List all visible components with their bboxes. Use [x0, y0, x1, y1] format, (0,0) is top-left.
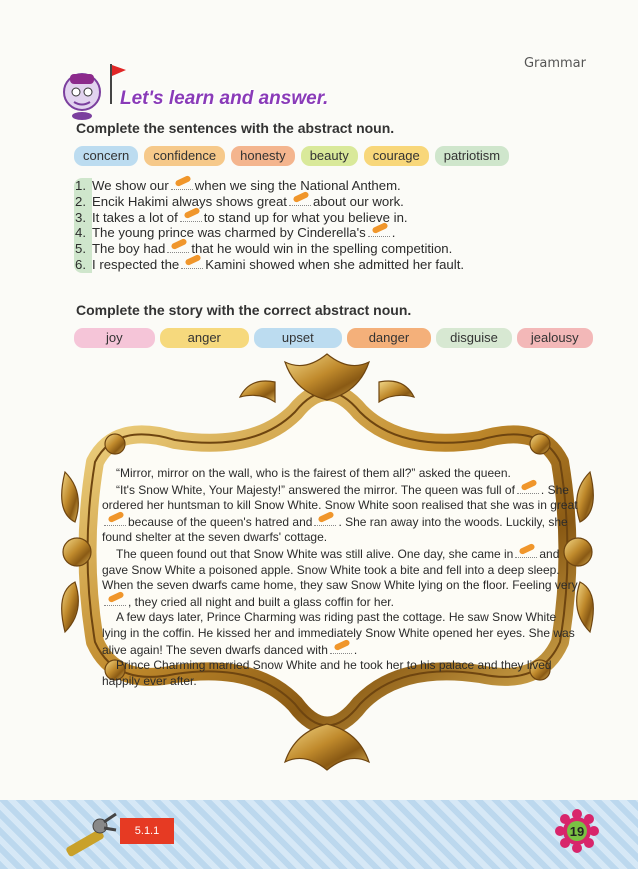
word-box: patriotism	[435, 146, 509, 166]
sentence-text: when we sing the National Anthem.	[194, 178, 401, 193]
sentence-number: 1.	[75, 178, 86, 193]
robot-arm-icon	[60, 808, 120, 863]
instruction-part1: Complete the sentences with the abstract noun.	[76, 120, 395, 136]
story-line: , they cried all night and built a glass coffin for her.	[128, 594, 394, 609]
sentence-item	[74, 241, 534, 257]
word-box-row-2	[74, 328, 593, 348]
sentence-text: that he would win in the spelling competition.	[191, 241, 453, 257]
sentence-number: 3.	[75, 209, 86, 225]
blank-pencil-icon[interactable]	[517, 482, 539, 494]
sentence-item	[74, 257, 534, 273]
sentence-list	[74, 178, 534, 273]
page-number: 19	[569, 824, 585, 839]
story-line: “It's Snow White, Your Majesty!” answered the mirror. The queen was full of	[116, 482, 515, 497]
story-line: because of the queen's hatred and	[128, 514, 313, 529]
blank-pencil-icon[interactable]	[180, 210, 202, 222]
story-paragraph	[102, 482, 578, 546]
word-box-row-1	[74, 146, 509, 166]
sentence-text: Encik Hakimi always shows great	[92, 193, 287, 209]
sentence-item	[74, 194, 534, 210]
blank-pencil-icon[interactable]	[171, 178, 193, 190]
story-line: . She ordered her huntsman to kill Snow White. Snow White soon realised that she was in great	[102, 482, 578, 513]
story-line: Prince Charming married Snow White and he took her to his palace and they lived happily ever after.	[102, 658, 552, 688]
story-line: The queen found out that Snow White was still alive. One day, she came in	[116, 546, 514, 561]
sentence-text: I respected the	[92, 256, 180, 272]
story-line: “Mirror, mirror on the wall, who is the fairest of them all?” asked the queen.	[116, 466, 511, 480]
sentence-number: 2.	[75, 193, 86, 209]
story-paragraph	[102, 466, 578, 482]
section-label: Grammar	[523, 56, 586, 71]
page-heading: Let's learn and answer.	[120, 88, 329, 109]
robot-mascot-icon	[58, 62, 128, 122]
story-line: and gave Snow White a poisoned apple. Snow White took a bite and fell into a deep sleep. When the seven dwarfs came home, they saw Snow White lying on the floor. Feeling very	[102, 546, 578, 593]
blank-pencil-icon[interactable]	[104, 514, 126, 526]
word-box: upset	[254, 328, 342, 348]
instruction-part2: Complete the story with the correct abstract noun.	[76, 302, 412, 318]
story-paragraph	[102, 546, 578, 610]
sentence-text: The young prince was charmed by Cinderella's	[92, 225, 366, 241]
sentence-text: .	[391, 225, 396, 241]
story-line: A few days later, Prince Charming was riding past the cottage. He saw Snow White lying in the coffin. He kissed her and immediately Snow White opened her eyes. She was alive again! The seven dwarfs danced with	[102, 610, 575, 657]
story-line: . She ran away into the woods. Luckily, she found shelter at the seven dwarfs' cottage.	[102, 514, 568, 545]
sentence-text: Kamini showed when she admitted her fault.	[205, 256, 465, 272]
story-text	[102, 466, 578, 689]
sentence-number: 4.	[75, 225, 86, 241]
word-box: beauty	[301, 146, 358, 166]
word-box: disguise	[436, 328, 512, 348]
blank-pencil-icon[interactable]	[181, 257, 203, 269]
word-box: joy	[74, 328, 155, 348]
sentence-text: to stand up for what you believe in.	[203, 209, 408, 225]
blank-pencil-icon[interactable]	[330, 642, 352, 654]
sentence-text: about our work.	[312, 193, 404, 209]
story-paragraph	[102, 658, 578, 689]
sentence-text: The boy had	[92, 241, 166, 257]
sentence-number: 6.	[75, 256, 86, 272]
sentence-item	[74, 225, 534, 241]
skill-code-tag: 5.1.1	[120, 818, 174, 844]
sentence-text: It takes a lot of	[92, 209, 178, 225]
word-box: concern	[74, 146, 138, 166]
blank-pencil-icon[interactable]	[515, 546, 537, 558]
story-paragraph	[102, 610, 578, 658]
blank-pencil-icon[interactable]	[314, 514, 336, 526]
word-box: honesty	[231, 146, 295, 166]
blank-pencil-icon[interactable]	[167, 241, 189, 253]
page-number-badge	[554, 808, 600, 854]
blank-pencil-icon[interactable]	[289, 194, 311, 206]
word-box: anger	[160, 328, 249, 348]
blank-pencil-icon[interactable]	[104, 594, 126, 606]
story-line: .	[353, 642, 358, 657]
sentence-text: We show our	[92, 178, 169, 193]
word-box: confidence	[144, 146, 225, 166]
word-box: courage	[364, 146, 429, 166]
blank-pencil-icon[interactable]	[368, 225, 390, 237]
word-box: danger	[347, 328, 431, 348]
word-box: jealousy	[517, 328, 593, 348]
sentence-item	[74, 210, 534, 226]
sentence-number: 5.	[75, 241, 86, 257]
